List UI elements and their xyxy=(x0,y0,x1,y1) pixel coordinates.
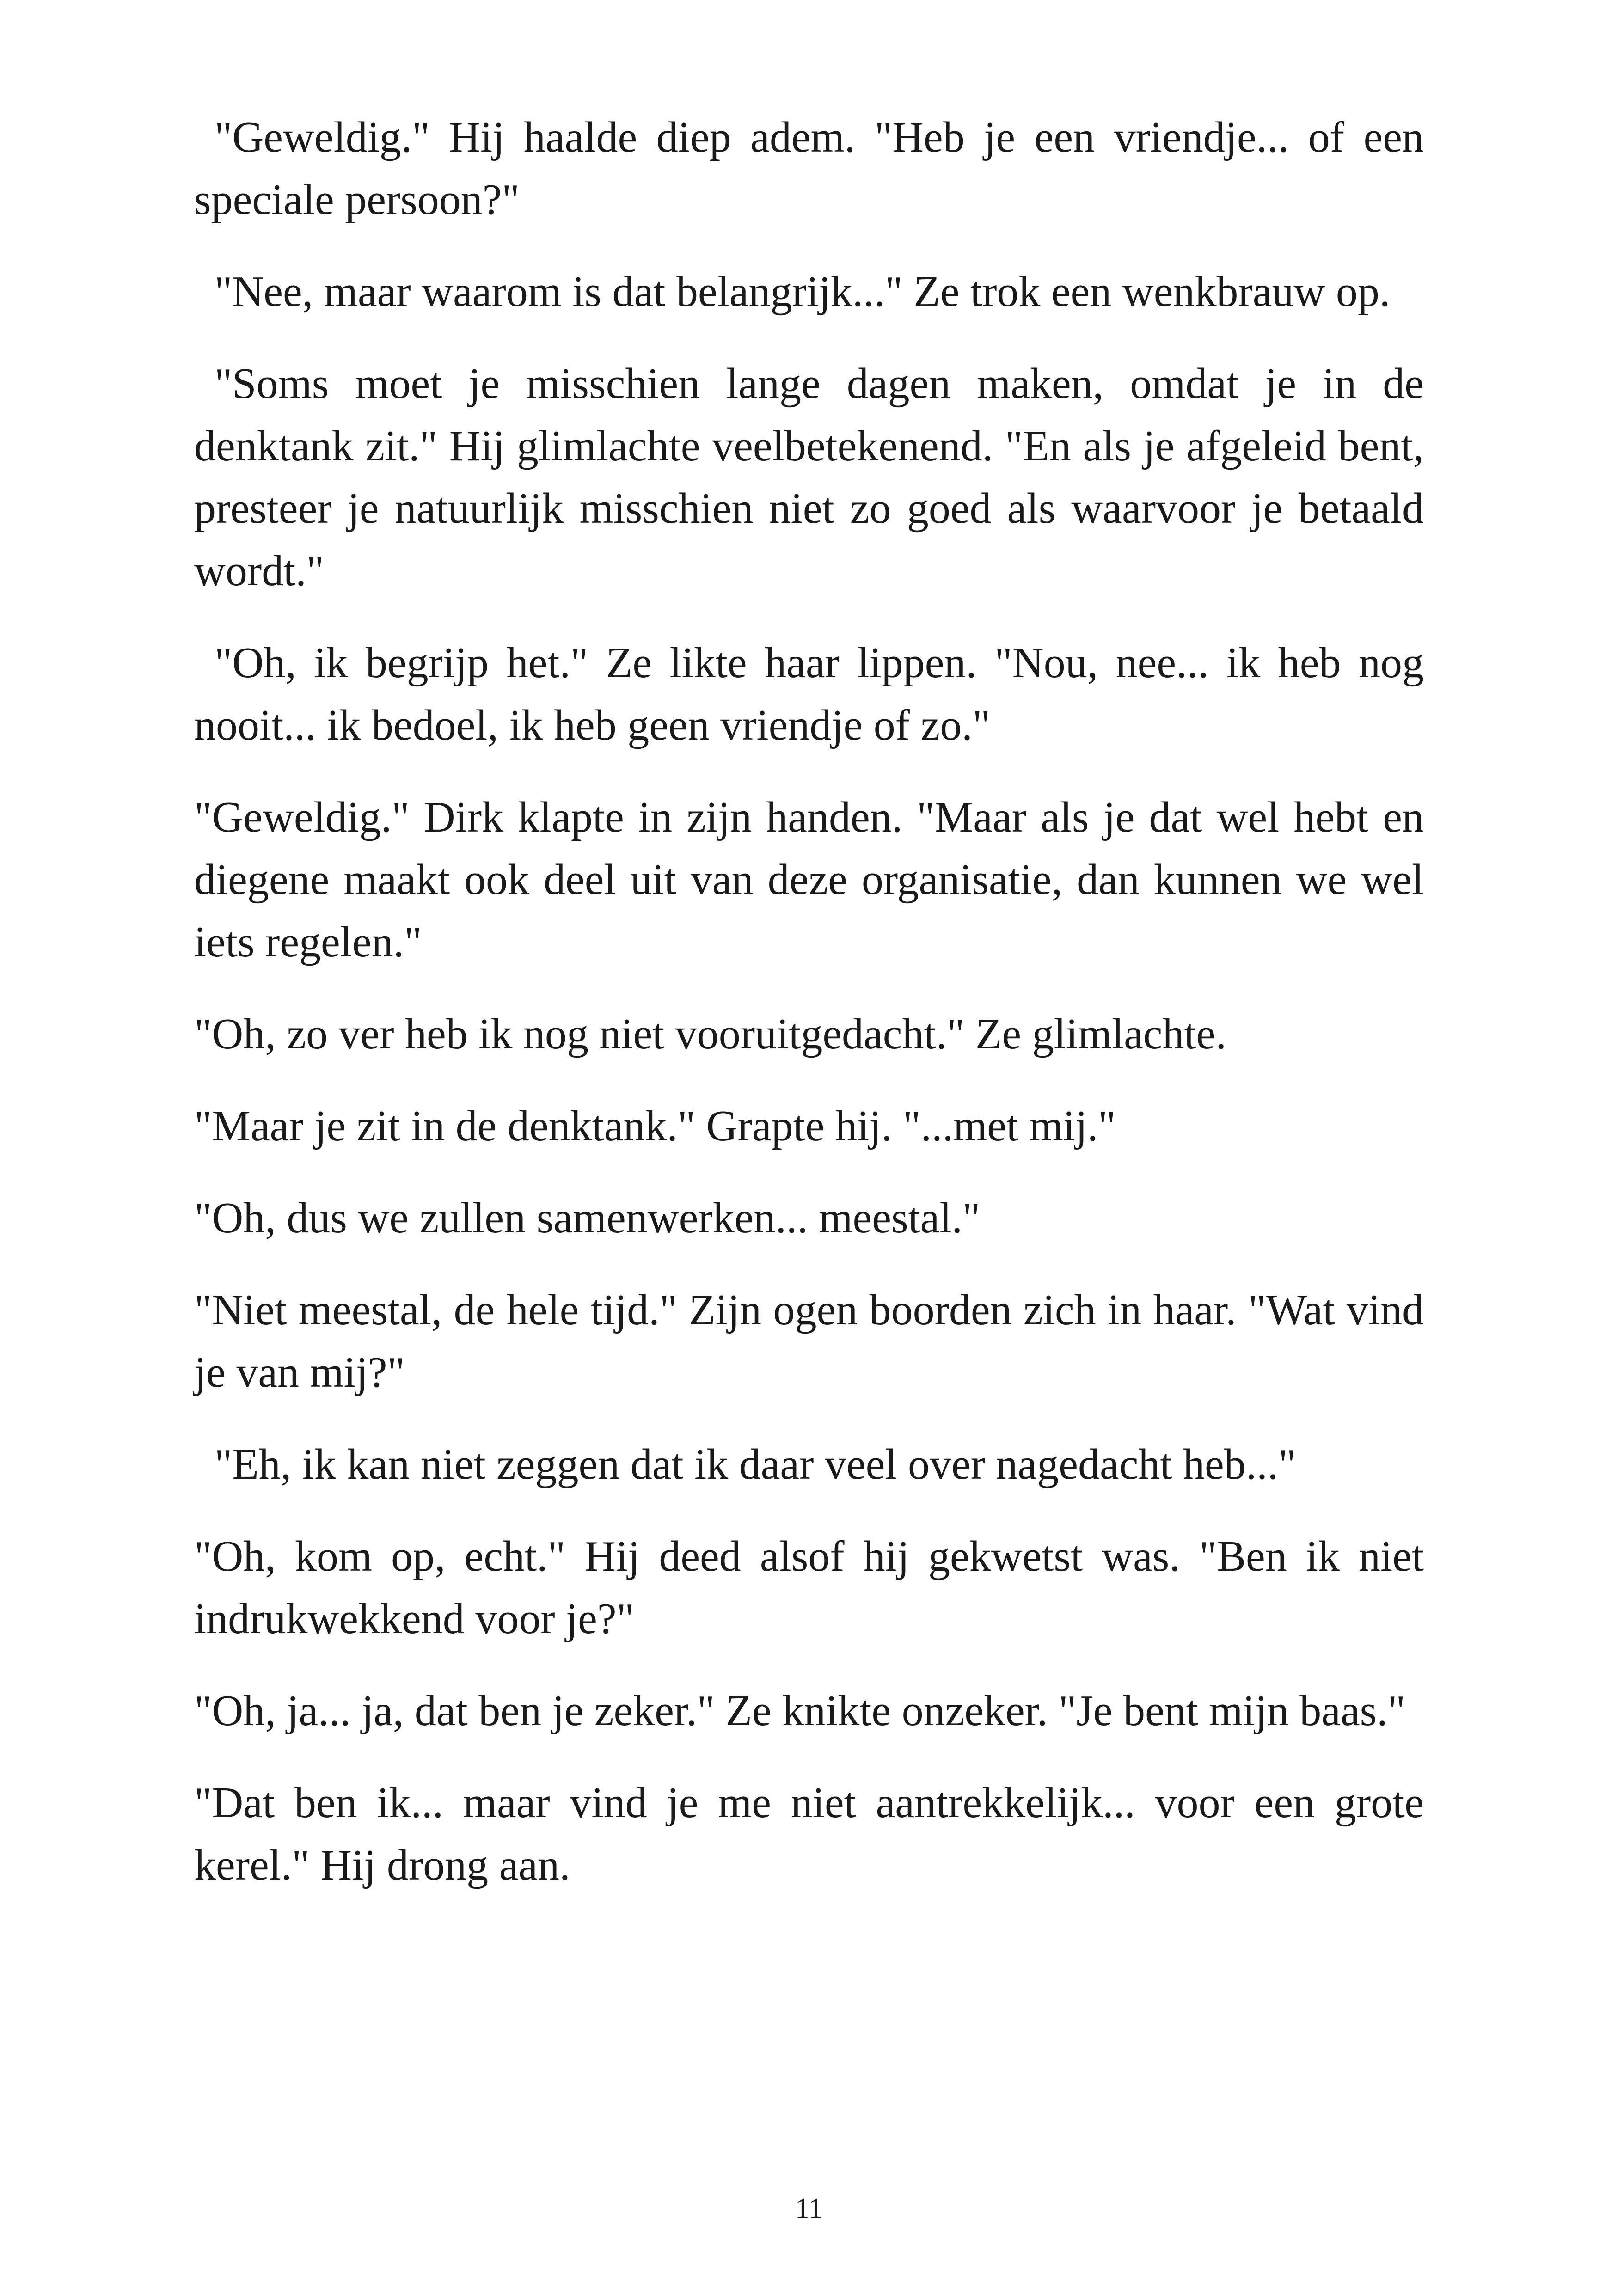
paragraph: "Geweldig." Dirk klapte in zijn handen. "Maar als je dat wel hebt en diegene maakt ook deel uit van deze organisatie, dan kunnen we wel iets regelen." xyxy=(194,793,1424,966)
page-number: 11 xyxy=(795,2193,823,2224)
paragraph: "Eh, ik kan niet zeggen dat ik daar veel over nagedacht heb..." xyxy=(215,1440,1296,1488)
paragraph: "Niet meestal, de hele tijd." Zijn ogen boorden zich in haar. "Wat vind je van mij?" xyxy=(194,1286,1424,1396)
paragraph: "Oh, kom op, echt." Hij deed alsof hij gekwetst was. "Ben ik niet indrukwekkend voor je?" xyxy=(194,1532,1424,1643)
paragraph: "Soms moet je misschien lange dagen maken, omdat je in de denktank zit." Hij glimlachte veelbetekenend. "En als je afgeleid bent, presteer je natuurlijk misschien niet zo goed als waarvoor je betaald wordt." xyxy=(194,360,1424,595)
paragraph: "Maar je zit in de denktank." Grapte hij. "...met mij." xyxy=(194,1102,1116,1150)
paragraph: "Oh, ja... ja, dat ben je zeker." Ze knikte onzeker. "Je bent mijn baas." xyxy=(194,1687,1406,1735)
paragraph: "Nee, maar waarom is dat belangrijk..." Ze trok een wenkbrauw op. xyxy=(215,268,1391,316)
paragraph: "Oh, dus we zullen samenwerken... meestal." xyxy=(194,1194,981,1242)
body-text xyxy=(194,106,1424,1926)
paragraph: "Geweldig." Hij haalde diep adem. "Heb je een vriendje... of een speciale persoon?" xyxy=(194,113,1424,224)
paragraph: "Oh, ik begrijp het." Ze likte haar lippen. "Nou, nee... ik heb nog nooit... ik bedoel, ik heb geen vriendje of zo." xyxy=(194,639,1424,749)
paragraph: "Oh, zo ver heb ik nog niet vooruitgedacht." Ze glimlachte. xyxy=(194,1010,1226,1058)
paragraph: "Dat ben ik... maar vind je me niet aantrekkelijk... voor een grote kerel." Hij drong aan. xyxy=(194,1779,1424,1889)
